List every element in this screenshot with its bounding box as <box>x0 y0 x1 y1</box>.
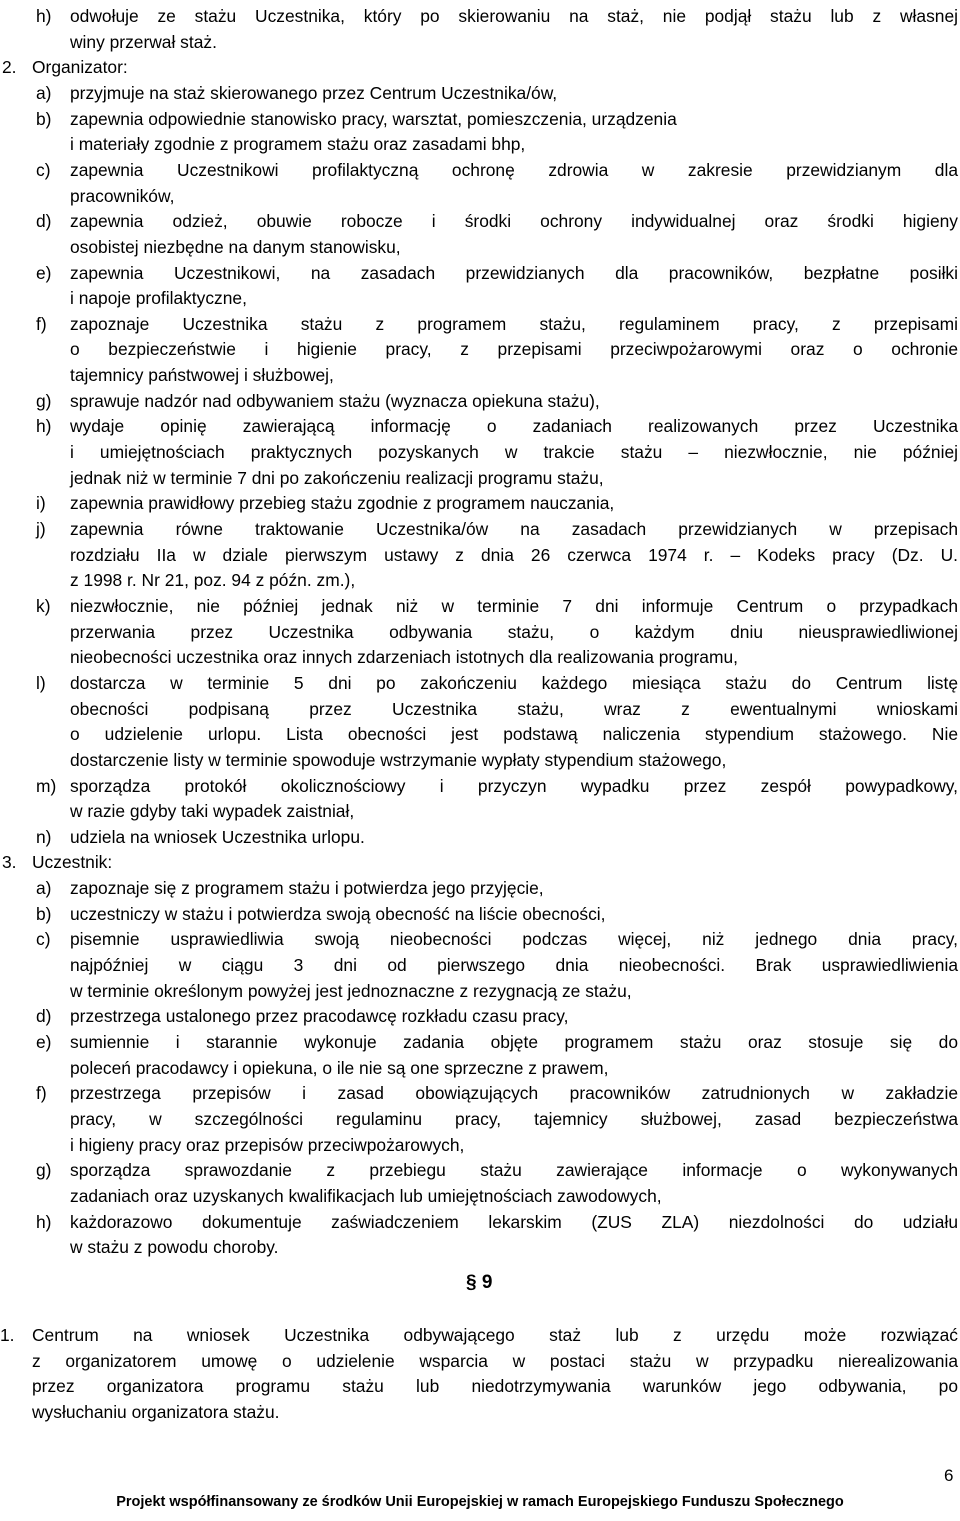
text-line <box>0 773 960 799</box>
item-label: g) <box>36 1160 52 1181</box>
item-text: Organizator: <box>32 57 128 78</box>
item-text: sporządza sprawozdanie z przebiegu stażu zawierające informacje o wykonywanych <box>70 1160 958 1181</box>
item-text: uczestniczy w stażu i potwierdza swoją obecność na liście obecności, <box>70 903 606 924</box>
text-line <box>0 362 960 388</box>
item-text: Centrum na wniosek Uczestnika odbywającego staż lub z urzędu może rozwiązać <box>32 1325 958 1345</box>
item-text: zapoznaje się z programem stażu i potwierdza jego przyjęcie, <box>70 878 544 899</box>
item-label: j) <box>36 519 46 539</box>
page-number: 6 <box>944 1466 954 1485</box>
item-label: h) <box>36 416 52 437</box>
text-line <box>0 208 960 234</box>
item-text: zapewnia Uczestnikowi profilaktyczną ochronę zdrowia w zakresie przewidzianym dla <box>70 159 958 180</box>
item-text: wysłuchaniu organizatora stażu. <box>32 1402 280 1423</box>
item-text: tajemnicy państwowej i służbowej, <box>70 365 334 386</box>
item-text: przestrzega ustalonego przez pracodawcę rozkładu czasu pracy, <box>70 1006 569 1027</box>
item-text: każdorazowo dokumentuje zaświadczeniem lekarskim (ZUS ZLA) niezdolności do udziału <box>70 1211 958 1232</box>
item-text: osobistej niezbędne na danym stanowisku, <box>70 236 401 257</box>
item-text: odwołuje ze stażu Uczestnika, który po skierowaniu na staż, nie podjął stażu lub z własnej <box>70 6 958 26</box>
text-line <box>0 593 960 619</box>
text-line <box>0 183 960 209</box>
text-line <box>0 1106 960 1132</box>
item-text: zapewnia równe traktowanie Uczestnika/ów na zasadach przewidzianych w przepisach <box>70 519 958 539</box>
item-text: Uczestnik: <box>32 852 113 873</box>
item-label: h) <box>36 6 52 26</box>
item-text: dostarczenie listy w terminie spowoduje wstrzymanie wypłaty stypendium stażowego, <box>70 749 727 770</box>
text-line <box>0 1029 960 1055</box>
item-text: zapoznaje Uczestnika stażu z programem stażu, regulaminem pracy, z przepisami <box>70 313 958 334</box>
text-line <box>0 388 960 414</box>
text-line <box>0 567 960 593</box>
text-line <box>0 29 960 55</box>
text-line <box>0 644 960 670</box>
text-line <box>0 901 960 927</box>
item-label: e) <box>36 1032 52 1052</box>
item-text: w terminie określonym powyżej jest jednoznaczne z rezygnacją ze stażu, <box>70 980 632 1001</box>
item-label: c) <box>36 159 51 180</box>
text-line <box>0 978 960 1004</box>
text-line <box>0 1157 960 1183</box>
text-line <box>0 1080 960 1106</box>
item-text: o bezpieczeństwie i higienie pracy, z przepisami przeciwpożarowymi oraz o ochronie <box>70 339 958 360</box>
item-label: d) <box>36 211 52 232</box>
text-line <box>0 1348 960 1374</box>
item-text: i napoje profilaktyczne, <box>70 288 247 309</box>
item-text: przez organizatora programu stażu lub niedotrzymywania warunków jego odbywania, po <box>32 1376 958 1397</box>
item-text: winy przerwał staż. <box>70 31 217 52</box>
text-line <box>0 875 960 901</box>
item-label: b) <box>36 903 52 924</box>
item-label: e) <box>36 262 52 283</box>
item-text: sporządza protokół okolicznościowy i przyczyn wypadku przez zespół powypadkowy, <box>70 775 958 796</box>
item-label: 3. <box>2 852 17 873</box>
item-text: pracowników, <box>70 185 175 206</box>
item-label: c) <box>36 929 51 950</box>
text-line <box>0 926 960 952</box>
text-line <box>0 1209 960 1235</box>
text-line <box>0 1183 960 1209</box>
item-label: l) <box>36 672 46 693</box>
item-text: dostarcza w terminie 5 dni po zakończeniu każdego miesiąca stażu do Centrum listę <box>70 672 958 693</box>
footer-funding-note: Projekt współfinansowany ze środków Unii Europejskiej w ramach Europejskiego Funduszu Społecznego <box>116 1494 844 1510</box>
item-label: b) <box>36 108 52 129</box>
item-text: zapewnia Uczestnikowi, na zasadach przewidzianych dla pracowników, bezpłatne posiłki <box>70 262 958 283</box>
item-text: sumiennie i starannie wykonuje zadania objęte programem stażu oraz stosuje się do <box>70 1032 958 1052</box>
item-text: przyjmuje na staż skierowanego przez Centrum Uczestnika/ów, <box>70 82 558 103</box>
text-line <box>0 131 960 157</box>
item-text: obecności podpisaną przez Uczestnika stażu, wraz z ewentualnymi wnioskami <box>70 698 958 719</box>
text-line <box>0 1322 960 1348</box>
item-text: pracy, w szczególności regulaminu pracy, tajemnicy służbowej, zasad bezpieczeństwa <box>70 1108 958 1129</box>
item-text: sprawuje nadzór nad odbywaniem stażu (wyznacza opiekuna stażu), <box>70 390 600 411</box>
item-text: najpóźniej w ciągu 3 dni od pierwszego dnia nieobecności. Brak usprawiedliwienia <box>70 955 958 976</box>
item-text: poleceń pracodawcy i opiekuna, o ile nie są one sprzeczne z prawem, <box>70 1057 609 1078</box>
item-label: h) <box>36 1211 52 1232</box>
text-line <box>0 1132 960 1158</box>
text-line <box>0 311 960 337</box>
text-line <box>0 798 960 824</box>
text-line <box>0 619 960 645</box>
item-label: f) <box>36 313 47 334</box>
item-label: i) <box>36 493 46 514</box>
item-text: z 1998 r. Nr 21, poz. 94 z późn. zm.), <box>70 570 356 591</box>
text-line <box>0 670 960 696</box>
text-line <box>0 1003 960 1029</box>
text-line <box>0 465 960 491</box>
text-line <box>0 696 960 722</box>
text-line <box>0 157 960 183</box>
item-text: jednak niż w terminie 7 dni po zakończeniu realizacji programu stażu, <box>70 467 604 488</box>
text-line <box>0 80 960 106</box>
item-text: niezwłocznie, nie później jednak niż w terminie 7 dni informuje Centrum o przypadkach <box>70 595 958 616</box>
item-text: zadaniach oraz uzyskanych kwalifikacjach lub umiejętnościach zawodowych, <box>70 1185 662 1206</box>
item-label: a) <box>36 82 52 103</box>
text-line <box>0 747 960 773</box>
item-text: zapewnia odzież, obuwie robocze i środki ochrony indywidualnej oraz środki higieny <box>70 211 958 232</box>
item-text: zapewnia odpowiednie stanowisko pracy, warsztat, pomieszczenia, urządzenia <box>70 108 677 129</box>
text-line <box>0 490 960 516</box>
text-line <box>0 1399 960 1425</box>
item-label: 1. <box>0 1325 15 1345</box>
item-text: nieobecności uczestnika oraz innych zdarzeniach istotnych dla realizowania programu, <box>70 647 738 668</box>
item-text: udziela na wniosek Uczestnika urlopu. <box>70 826 365 847</box>
text-line <box>0 106 960 132</box>
text-line <box>0 721 960 747</box>
text-line <box>0 439 960 465</box>
item-text: przestrzega przepisów i zasad obowiązujących pracowników zatrudnionych w zakładzie <box>70 1083 958 1104</box>
item-text: i umiejętnościach praktycznych pozyskanych w trakcie stażu – niezwłocznie, nie później <box>70 442 958 463</box>
text-line <box>0 260 960 286</box>
item-label: 2. <box>2 57 17 78</box>
text-line <box>0 54 960 80</box>
item-label: a) <box>36 878 52 899</box>
item-text: o udzielenie urlopu. Lista obecności jest podstawą naliczenia stypendium stażowego. Nie <box>70 724 958 745</box>
text-line <box>0 849 960 875</box>
text-line <box>0 1234 960 1260</box>
text-line <box>0 516 960 542</box>
text-line <box>0 413 960 439</box>
item-label: n) <box>36 826 52 847</box>
item-label: f) <box>36 1083 47 1104</box>
item-text: w stażu z powodu choroby. <box>70 1237 279 1258</box>
item-text: przerwania przez Uczestnika odbywania stażu, o każdym dniu nieusprawiedliwionej <box>70 621 958 642</box>
item-text: pisemnie usprawiedliwia swoją nieobecności podczas więcej, niż jednego dnia pracy, <box>70 929 958 950</box>
item-text: i materiały zgodnie z programem stażu oraz zasadami bhp, <box>70 134 526 155</box>
text-line <box>0 952 960 978</box>
text-line <box>0 3 960 29</box>
item-text: i higieny pracy oraz przepisów przeciwpożarowych, <box>70 1134 465 1155</box>
text-line <box>0 285 960 311</box>
text-line <box>0 1373 960 1399</box>
item-label: k) <box>36 595 51 616</box>
text-line <box>0 824 960 850</box>
section-heading: § 9 <box>466 1272 493 1293</box>
item-text: w razie gdyby taki wypadek zaistniał, <box>70 801 355 822</box>
text-line <box>0 542 960 568</box>
item-text: wydaje opinię zawierającą informację o zadaniach realizowanych przez Uczestnika <box>70 416 958 437</box>
item-label: d) <box>36 1006 52 1027</box>
item-text: zapewnia prawidłowy przebieg stażu zgodnie z programem nauczania, <box>70 493 615 514</box>
item-text: rozdziału IIa w dziale pierwszym ustawy z dnia 26 czerwca 1974 r. – Kodeks pracy (Dz. U. <box>70 544 958 565</box>
item-text: z organizatorem umowę o udzielenie wsparcia w postaci stażu w przypadku nierealizowania <box>32 1350 958 1371</box>
text-line <box>0 234 960 260</box>
text-line <box>0 1055 960 1081</box>
item-label: m) <box>36 775 57 796</box>
item-label: g) <box>36 390 52 411</box>
text-line <box>0 336 960 362</box>
